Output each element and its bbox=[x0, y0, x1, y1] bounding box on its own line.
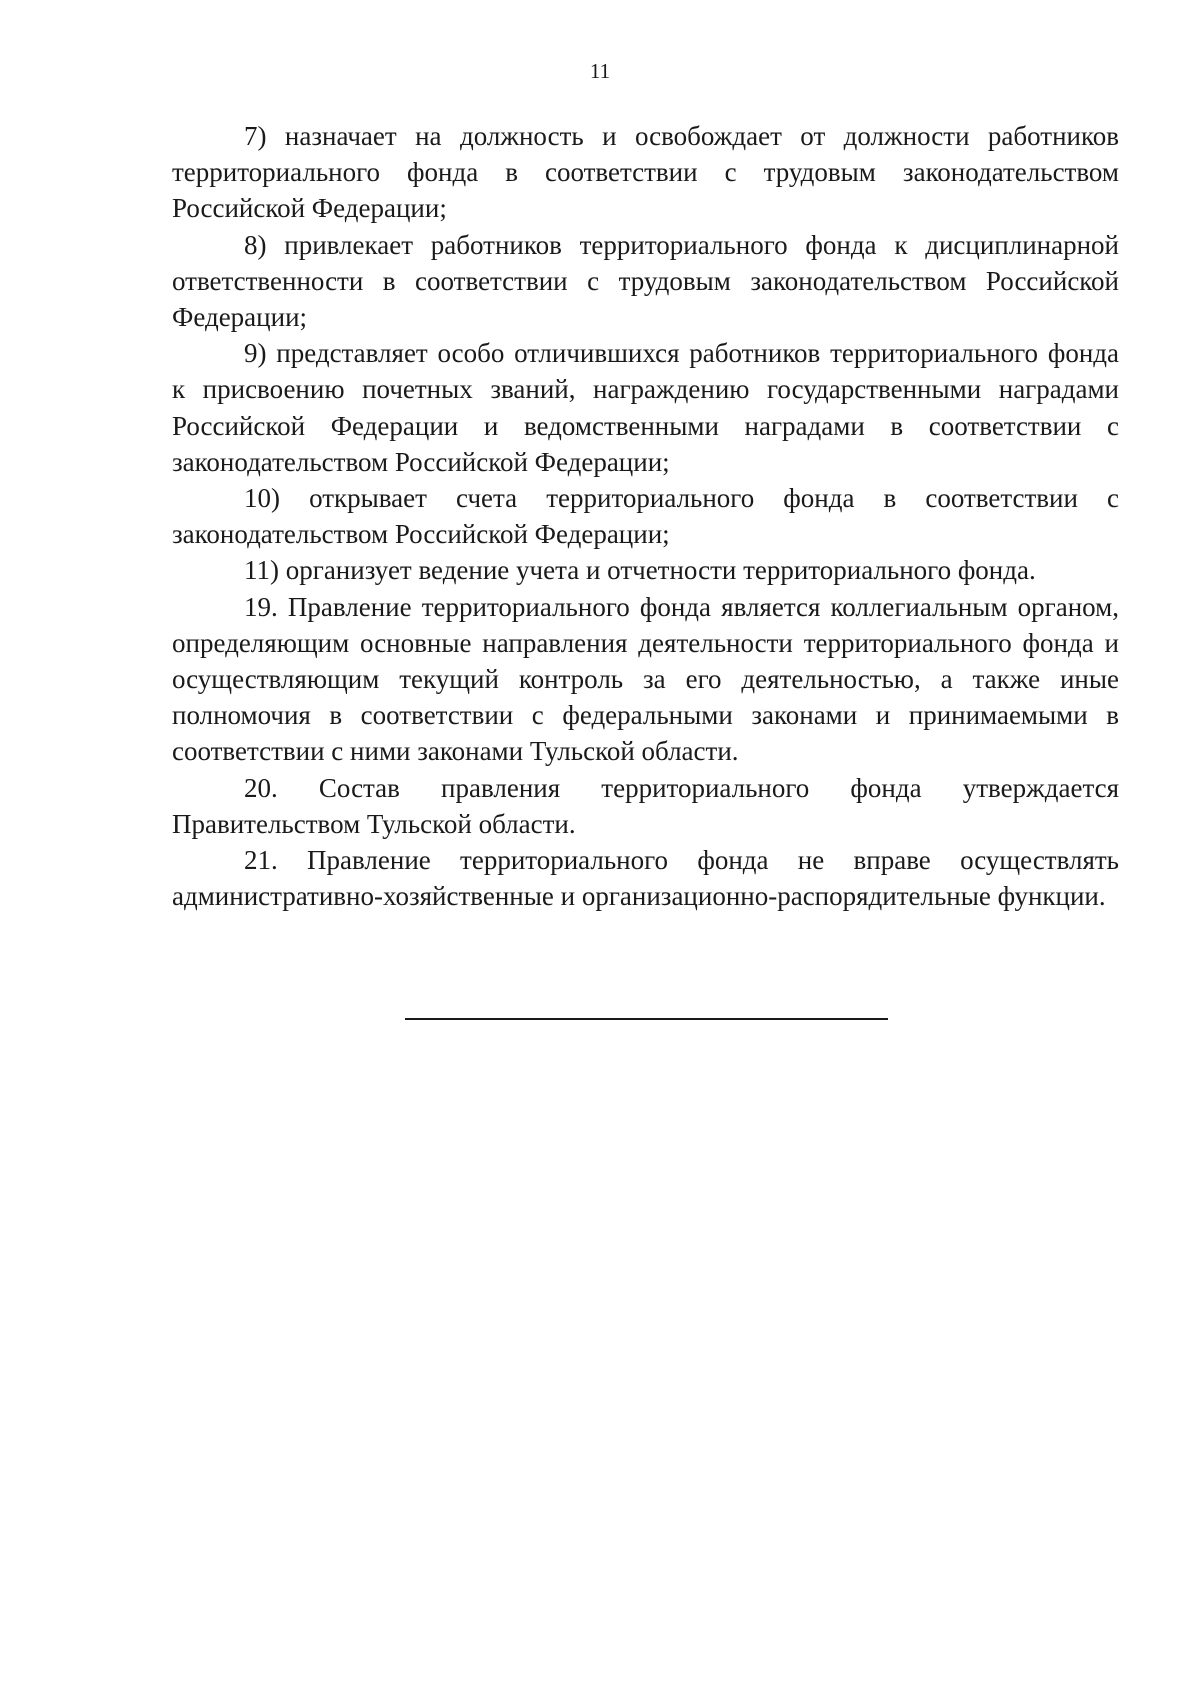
paragraph-item-7: 7) назначает на должность и освобождает от должности работников территориального фонда в соответствии с трудовым законодательством Российской Федерации; bbox=[172, 121, 1119, 224]
paragraph-clause-21: 21. Правление территориального фонда не вправе осуществлять административно-хозяйственные и организационно-распорядительные функции. bbox=[172, 845, 1119, 912]
paragraph-item-10: 10) открывает счета территориального фонда в соответствии с законодательством Российской Федерации; bbox=[172, 483, 1119, 550]
end-of-text-rule bbox=[405, 1018, 888, 1020]
paragraph-item-11: 11) организует ведение учета и отчетности территориального фонда. bbox=[244, 555, 1036, 586]
paragraph-clause-19: 19. Правление территориального фонда является коллегиальным органом, определяющим основные направления деятельности территориального фонда и осуществляющим текущий контроль за его деятельностью, а также иные полномочия в соответствии с федеральными законами и принимаемыми в соответствии с ними законами Тульской области. bbox=[172, 591, 1119, 767]
paragraph-item-8: 8) привлекает работников территориального фонда к дисциплинарной ответственности в соответствии с трудовым законодательством Российской Федерации; bbox=[172, 229, 1119, 333]
document-body bbox=[172, 118, 1119, 914]
page-number: 11 bbox=[589, 59, 611, 83]
paragraph-item-9: 9) представляет особо отличившихся работников территориального фонда к присвоению почетных званий, награждению государственными наградами Российской Федерации и ведомственными наградами в соответствии с законодательством Российской Федерации; bbox=[172, 338, 1119, 477]
paragraph-clause-20: 20. Состав правления территориального фонда утверждается Правительством Тульской области. bbox=[172, 772, 1119, 839]
